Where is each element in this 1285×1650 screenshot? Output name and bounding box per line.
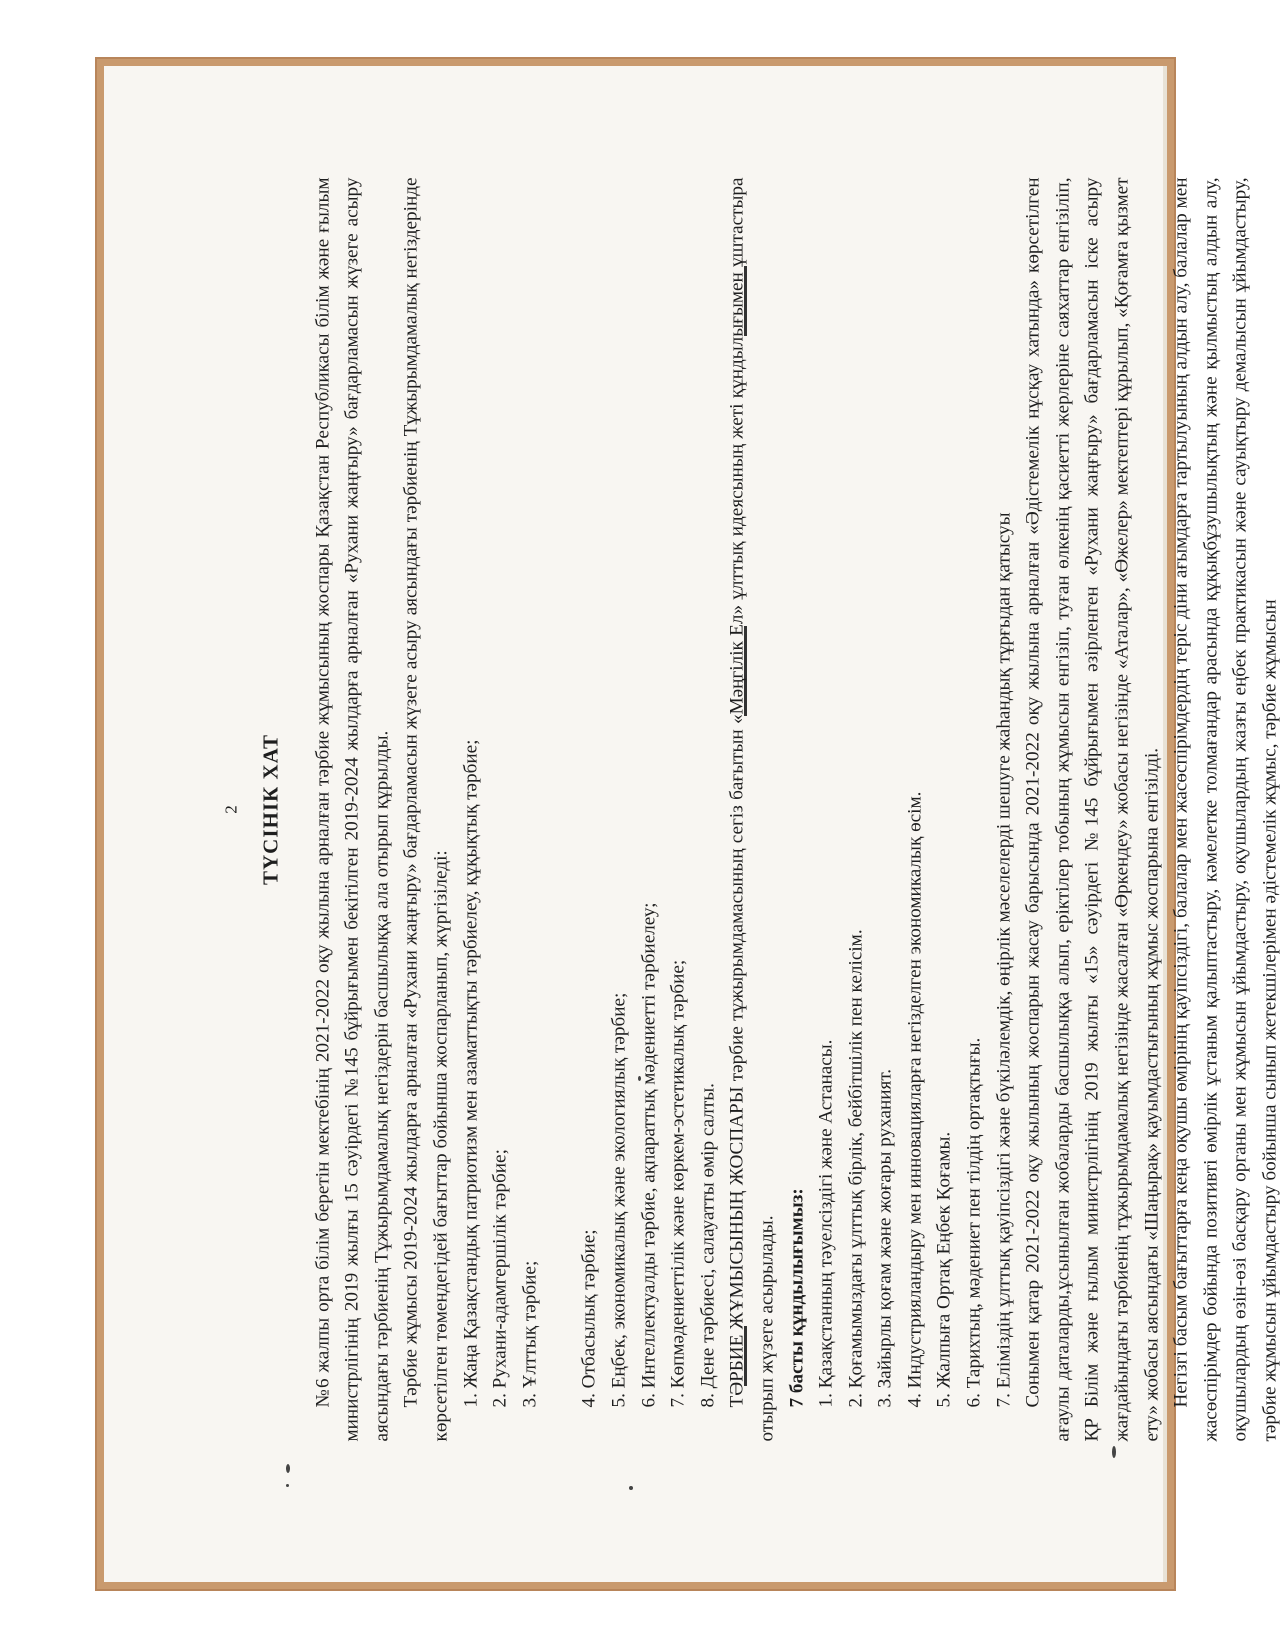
value-item: 4. Индустрияландыру мен инновацияларға негізделген экономикалық өсім. [904,791,926,1408]
section-gap [545,178,575,1442]
plan-paragraph: ТӘРБИЕ ЖҰМЫСЫНЫҢ ЖОСПАРЫ тәрбие тұжырымдамасының сегіз бағытын «Мәңгілік Ел» ұлттық идеясының жеті құндылығымен ұштастыра отырып жүзеге асырылады. [726,177,778,1442]
direction-item: 3. Ұлттық тәрбие; [519,1260,541,1408]
page-number: 2 [221,805,241,814]
value-item: 3. Зайырлы қоғам және жоғары руханият. [874,1068,896,1408]
direction-item: 5. Еңбек, экономикалық және экологиялық тәрбие; [608,992,630,1408]
value-item: 1. Қазақстанның тәуелсіздігі және Астанасы. [815,1039,837,1408]
direction-item: 6. Интеллектуалды тәрбие, ақпараттық мәдениетті тәрбиелеу; [638,902,660,1408]
direction-item: 8. Дене тәрбиесі, салауатты өмір салты. [697,1083,719,1408]
directions-intro: Тәрбие жұмысы 2019-2024 жылдарға арналған «Рухани жаңғыру» бағдарламасын жүзеге асыру аясындағы тәрбиенің Тұжырымдамалық негіздерінде көрсетілген төмендегідей бағыттар бойынша жоспарланып, жүргізіледі: [400,177,452,1442]
value-item: 7. Еліміздің ұлттық қауіпсіздігі және бүкіләлемдік, өңірлік мәселелерді шешуге жаһандық тұрғыдан қатысуы [993,512,1015,1408]
document-title: ТҮСІНІК ХАТ [258,734,283,885]
projects-paragraph: Сонымен қатар 2021-2022 оқу жылының жоспарын жасау барысында 2021-2022 оқу жылына арналған «Әдістемелік нұсқау хатында» көрсетілген ағаулы даталарды,ұсынылған жобаларды басшылыққа алып, еріктілер тобының жұмысын енгізіп, туған өлкенің қасиетті жерлеріне саяхаттар енгізіліп, ҚР Білім және ғылым министрлігінің 2019 жылғы «15» сәуірдегі №145 бұйрығымен әзірленген «Рухани жаңғыру» бағдарламасын іске асыру жағдайындағы тәрбиенің тұжырымдамалық негізінде жасалған «Өркендеу» жобасы негізінде «Аталар», «Өжелер» мектептері құрылып, «Қоғамға қызмет ету» жобасы аясындағы «Шаңырақ» қауымдастығының жұмыс жоспарына енгізілді. [1022,177,1163,1442]
direction-item: 1. Жаңа Қазақстандық патриотизм мен азаматтықты тәрбиелеу, құқықтық тәрбие; [460,739,482,1408]
direction-item: 2. Рухани-адамгершілік тәрбие; [489,1149,511,1408]
value-item: 2. Қоғамымыздағы ұлттық бірлік, бейбітшілік пен келісім. [845,929,867,1408]
priorities-paragraph: Негізгі басым бағыттарға кеңа оқушы өмірінің қауіпсіздігі, балалар мен жасөспірімдердің теріс діни ағымдарға тартылуының алдын алу, балалар мен жасөспірімдер бойында позитивті өмірлік ұстаным қалыптастыру, кәмелетке толмағандар арасында құқықбұзушылықтың және қылмыстың алдын алу, оқушылардың өзін-өзі басқару органы мен жұмысын ұйымдастыру, оқушылардың жазғы еңбек практикасын және сауықтыру демалысын ұйымдастыру, тәрбие жұмысын ұйымдастыру бойынша сынып жетекшілерімен әдістемелік жұмыс, тәрбие жұмысын [1170,177,1281,1442]
values-heading: 7 басты құндылығымыз: [786,1188,807,1408]
direction-item: 7. Көпмәдениеттілік және көркем-эстетикалық тәрбие; [667,959,689,1408]
value-item: 6. Тарихтың, мәдениет пен тілдің ортақтығы. [963,1037,985,1408]
scanned-page [104,66,1281,1582]
direction-item: 4. Отбасылық тәрбие; [578,1229,600,1408]
scan-speck [1112,1446,1116,1458]
value-item: 5. Жалпыға Ортақ Еңбек Қоғамы. [933,1131,955,1408]
intro-paragraph: №6 жалпы орта білім беретін мектебінің 2021-2022 оқу жылына арналған тәрбие жұмысының жоспары Қазақстан Республикасы білім және ғылым министрлігінің 2019 жылғы 15 сәуірдегі №145 бұйрығымен бекітілген 2019-2024 жылдарға арналған «Рухани жаңғыру» бағдарламасын жүзеге асыру аясындағы тәрбиенің Тұжырымдамалық негіздерін басшылыққа ала отырып құрылды. [312,177,393,1442]
document-body [203,138,1281,1508]
